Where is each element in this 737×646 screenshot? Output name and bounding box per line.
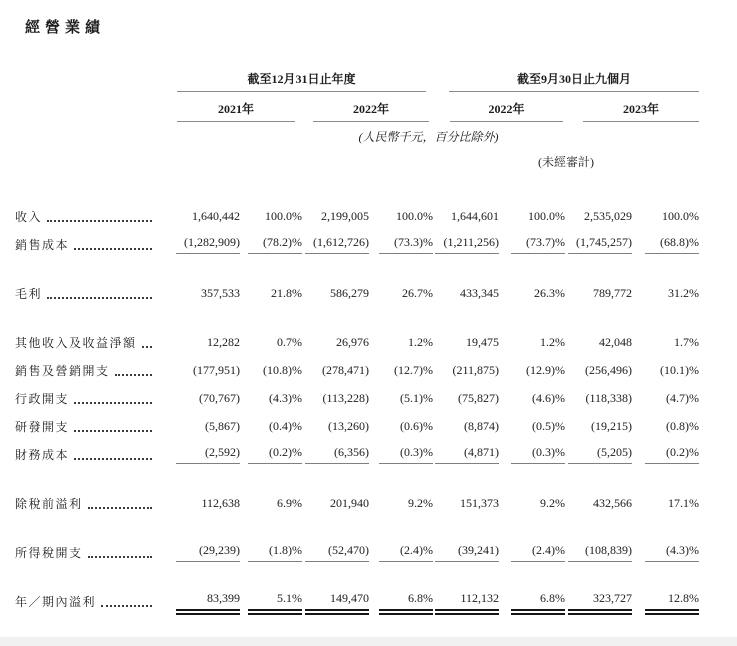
cell-value: 789,772	[593, 285, 633, 300]
dot-leader	[74, 402, 152, 404]
cell-value: 151,373	[460, 495, 500, 510]
spacer-row	[15, 258, 699, 279]
cell-value: (70,767)	[199, 390, 240, 405]
cell-value: (19,215)	[591, 418, 633, 433]
year-header-2022-nine-months: 2022年	[433, 92, 565, 122]
cell-value: (4,871)	[435, 445, 499, 464]
cell-percent: (1.8)%	[248, 543, 302, 562]
year-header-2022-annual: 2022年	[302, 92, 433, 122]
year-header-2023: 2023年	[565, 92, 699, 122]
cell-value: 83,399	[176, 591, 240, 611]
dot-leader	[142, 346, 152, 348]
cell-percent: (4.7)%	[666, 390, 700, 405]
unaudited-note-row	[15, 148, 699, 172]
cell-value: (13,260)	[328, 418, 369, 433]
table-row	[15, 279, 699, 307]
cell-percent: (5.1)%	[400, 390, 434, 405]
cell-value: 2,199,005	[321, 208, 369, 223]
cell-percent: 9.2%	[540, 495, 566, 510]
operating-results-table	[15, 58, 699, 615]
cell-value: (256,496)	[585, 362, 633, 377]
cell-value: 1,644,601	[451, 208, 500, 223]
cell-percent: 26.7%	[402, 285, 434, 300]
dot-leader	[115, 374, 152, 376]
cell-percent: 6.8%	[511, 591, 565, 611]
cell-percent: (68.8)%	[645, 235, 699, 254]
cell-percent: (0.2)%	[248, 445, 302, 464]
row-label: 收入	[15, 209, 43, 224]
cell-value: 433,345	[460, 285, 500, 300]
cell-percent: (0.8)%	[666, 418, 700, 433]
cell-value: (108,839)	[568, 543, 632, 562]
cell-value: 42,048	[599, 334, 633, 349]
cell-percent: 17.1%	[668, 495, 700, 510]
cell-value: 19,475	[466, 334, 500, 349]
row-label: 銷售成本	[15, 237, 70, 252]
cell-value: (6,356)	[305, 445, 369, 464]
dot-leader	[74, 430, 152, 432]
cell-value: (177,951)	[193, 362, 240, 377]
cell-value: 586,279	[330, 285, 369, 300]
table-row	[15, 587, 699, 615]
cell-value: 201,940	[330, 495, 369, 510]
spacer-row	[15, 468, 699, 489]
table-row	[15, 202, 699, 230]
cell-percent: 100.0%	[662, 208, 700, 223]
spacer-row	[15, 566, 699, 587]
cell-percent: 12.8%	[645, 591, 699, 611]
cell-value: 149,470	[305, 591, 369, 611]
table-row	[15, 440, 699, 468]
column-group-annual-label: 截至12月31日止年度	[177, 70, 426, 92]
table-row	[15, 412, 699, 440]
cell-value: 26,976	[336, 334, 369, 349]
cell-value: (52,470)	[305, 543, 369, 562]
row-label: 財務成本	[15, 447, 70, 462]
cell-value: 432,566	[593, 495, 633, 510]
cell-percent: (0.3)%	[379, 445, 433, 464]
table-row	[15, 384, 699, 412]
cell-percent: (12.9)%	[526, 362, 566, 377]
currency-unit-note: (人民幣千元，百分比除外)	[358, 130, 499, 144]
cell-value: (5,867)	[205, 418, 240, 433]
page-bottom-band	[0, 637, 737, 646]
cell-value: 112,132	[435, 591, 499, 611]
cell-value: (118,338)	[585, 390, 633, 405]
row-label: 毛利	[15, 286, 43, 301]
cell-percent: (2.4)%	[379, 543, 433, 562]
column-group-annual	[158, 58, 433, 92]
cell-value: (39,241)	[435, 543, 499, 562]
cell-percent: 31.2%	[668, 285, 700, 300]
cell-percent: (12.7)%	[394, 362, 434, 377]
cell-percent: 5.1%	[248, 591, 302, 611]
cell-value: (1,612,726)	[305, 235, 369, 254]
cell-value: (1,282,909)	[176, 235, 240, 254]
cell-percent: 0.7%	[277, 334, 302, 349]
cell-percent: 1.2%	[408, 334, 434, 349]
cell-value: 12,282	[207, 334, 240, 349]
cell-value: (1,745,257)	[568, 235, 632, 254]
cell-percent: 100.0%	[396, 208, 434, 223]
cell-value: 2,535,029	[584, 208, 633, 223]
table-body	[15, 202, 699, 615]
page-title: 經營業績	[25, 20, 106, 36]
cell-value: 1,640,442	[192, 208, 240, 223]
row-label: 其他收入及收益淨額	[15, 335, 137, 350]
cell-percent: 6.8%	[379, 591, 433, 611]
cell-percent: 26.3%	[534, 285, 566, 300]
cell-value: 112,638	[201, 495, 240, 510]
row-label: 行政開支	[15, 391, 70, 406]
cell-percent: (10.8)%	[263, 362, 302, 377]
cell-percent: (0.4)%	[269, 418, 302, 433]
spacer-row	[15, 517, 699, 538]
cell-value: (8,874)	[464, 418, 500, 433]
table-row	[15, 230, 699, 258]
table-row	[15, 489, 699, 517]
cell-value: 357,533	[201, 285, 240, 300]
table-row	[15, 356, 699, 384]
dot-leader	[74, 248, 152, 250]
row-label: 除稅前溢利	[15, 496, 83, 511]
cell-percent: 9.2%	[408, 495, 434, 510]
cell-percent: 21.8%	[271, 285, 302, 300]
dot-leader	[74, 458, 152, 460]
cell-percent: 6.9%	[277, 495, 302, 510]
row-label: 銷售及營銷開支	[15, 363, 110, 378]
dot-leader	[88, 556, 152, 558]
cell-percent: (0.2)%	[645, 445, 699, 464]
year-header-row	[15, 92, 699, 122]
cell-value: (113,228)	[322, 390, 369, 405]
cell-value: (75,827)	[458, 390, 500, 405]
column-group-nine-months	[433, 58, 699, 92]
cell-value: (211,875)	[452, 362, 500, 377]
cell-percent: (4.3)%	[645, 543, 699, 562]
cell-value: (5,205)	[568, 445, 632, 464]
cell-percent: (4.6)%	[532, 390, 566, 405]
cell-percent: 100.0%	[265, 208, 302, 223]
dot-leader	[101, 605, 152, 607]
row-label: 研發開支	[15, 419, 70, 434]
row-label: 年／期內溢利	[15, 594, 97, 609]
unaudited-note: (未經審計)	[538, 155, 595, 169]
dot-leader	[47, 297, 152, 299]
cell-value: (278,471)	[322, 362, 369, 377]
currency-note-row	[15, 122, 699, 148]
cell-value: (2,592)	[176, 445, 240, 464]
cell-percent: (73.3)%	[379, 235, 433, 254]
cell-percent: (78.2)%	[248, 235, 302, 254]
cell-percent: (0.6)%	[400, 418, 434, 433]
cell-value: (1,211,256)	[435, 235, 499, 254]
cell-percent: (73.7)%	[511, 235, 565, 254]
dot-leader	[47, 220, 152, 222]
header-spacer-row	[15, 172, 699, 202]
column-group-nine-months-label: 截至9月30日止九個月	[449, 70, 699, 92]
column-group-header-row	[15, 58, 699, 92]
table-row	[15, 538, 699, 566]
cell-value: 323,727	[568, 591, 632, 611]
cell-percent: 100.0%	[528, 208, 566, 223]
dot-leader	[88, 507, 152, 509]
year-header-2021: 2021年	[158, 92, 302, 122]
cell-percent: 1.7%	[674, 334, 700, 349]
cell-percent: (0.3)%	[511, 445, 565, 464]
cell-percent: (10.1)%	[660, 362, 700, 377]
cell-percent: 1.2%	[540, 334, 566, 349]
spacer-row	[15, 307, 699, 328]
cell-percent: (0.5)%	[532, 418, 566, 433]
cell-percent: (2.4)%	[511, 543, 565, 562]
row-label: 所得稅開支	[15, 545, 83, 560]
table-row	[15, 328, 699, 356]
cell-value: (29,239)	[176, 543, 240, 562]
cell-percent: (4.3)%	[269, 390, 302, 405]
